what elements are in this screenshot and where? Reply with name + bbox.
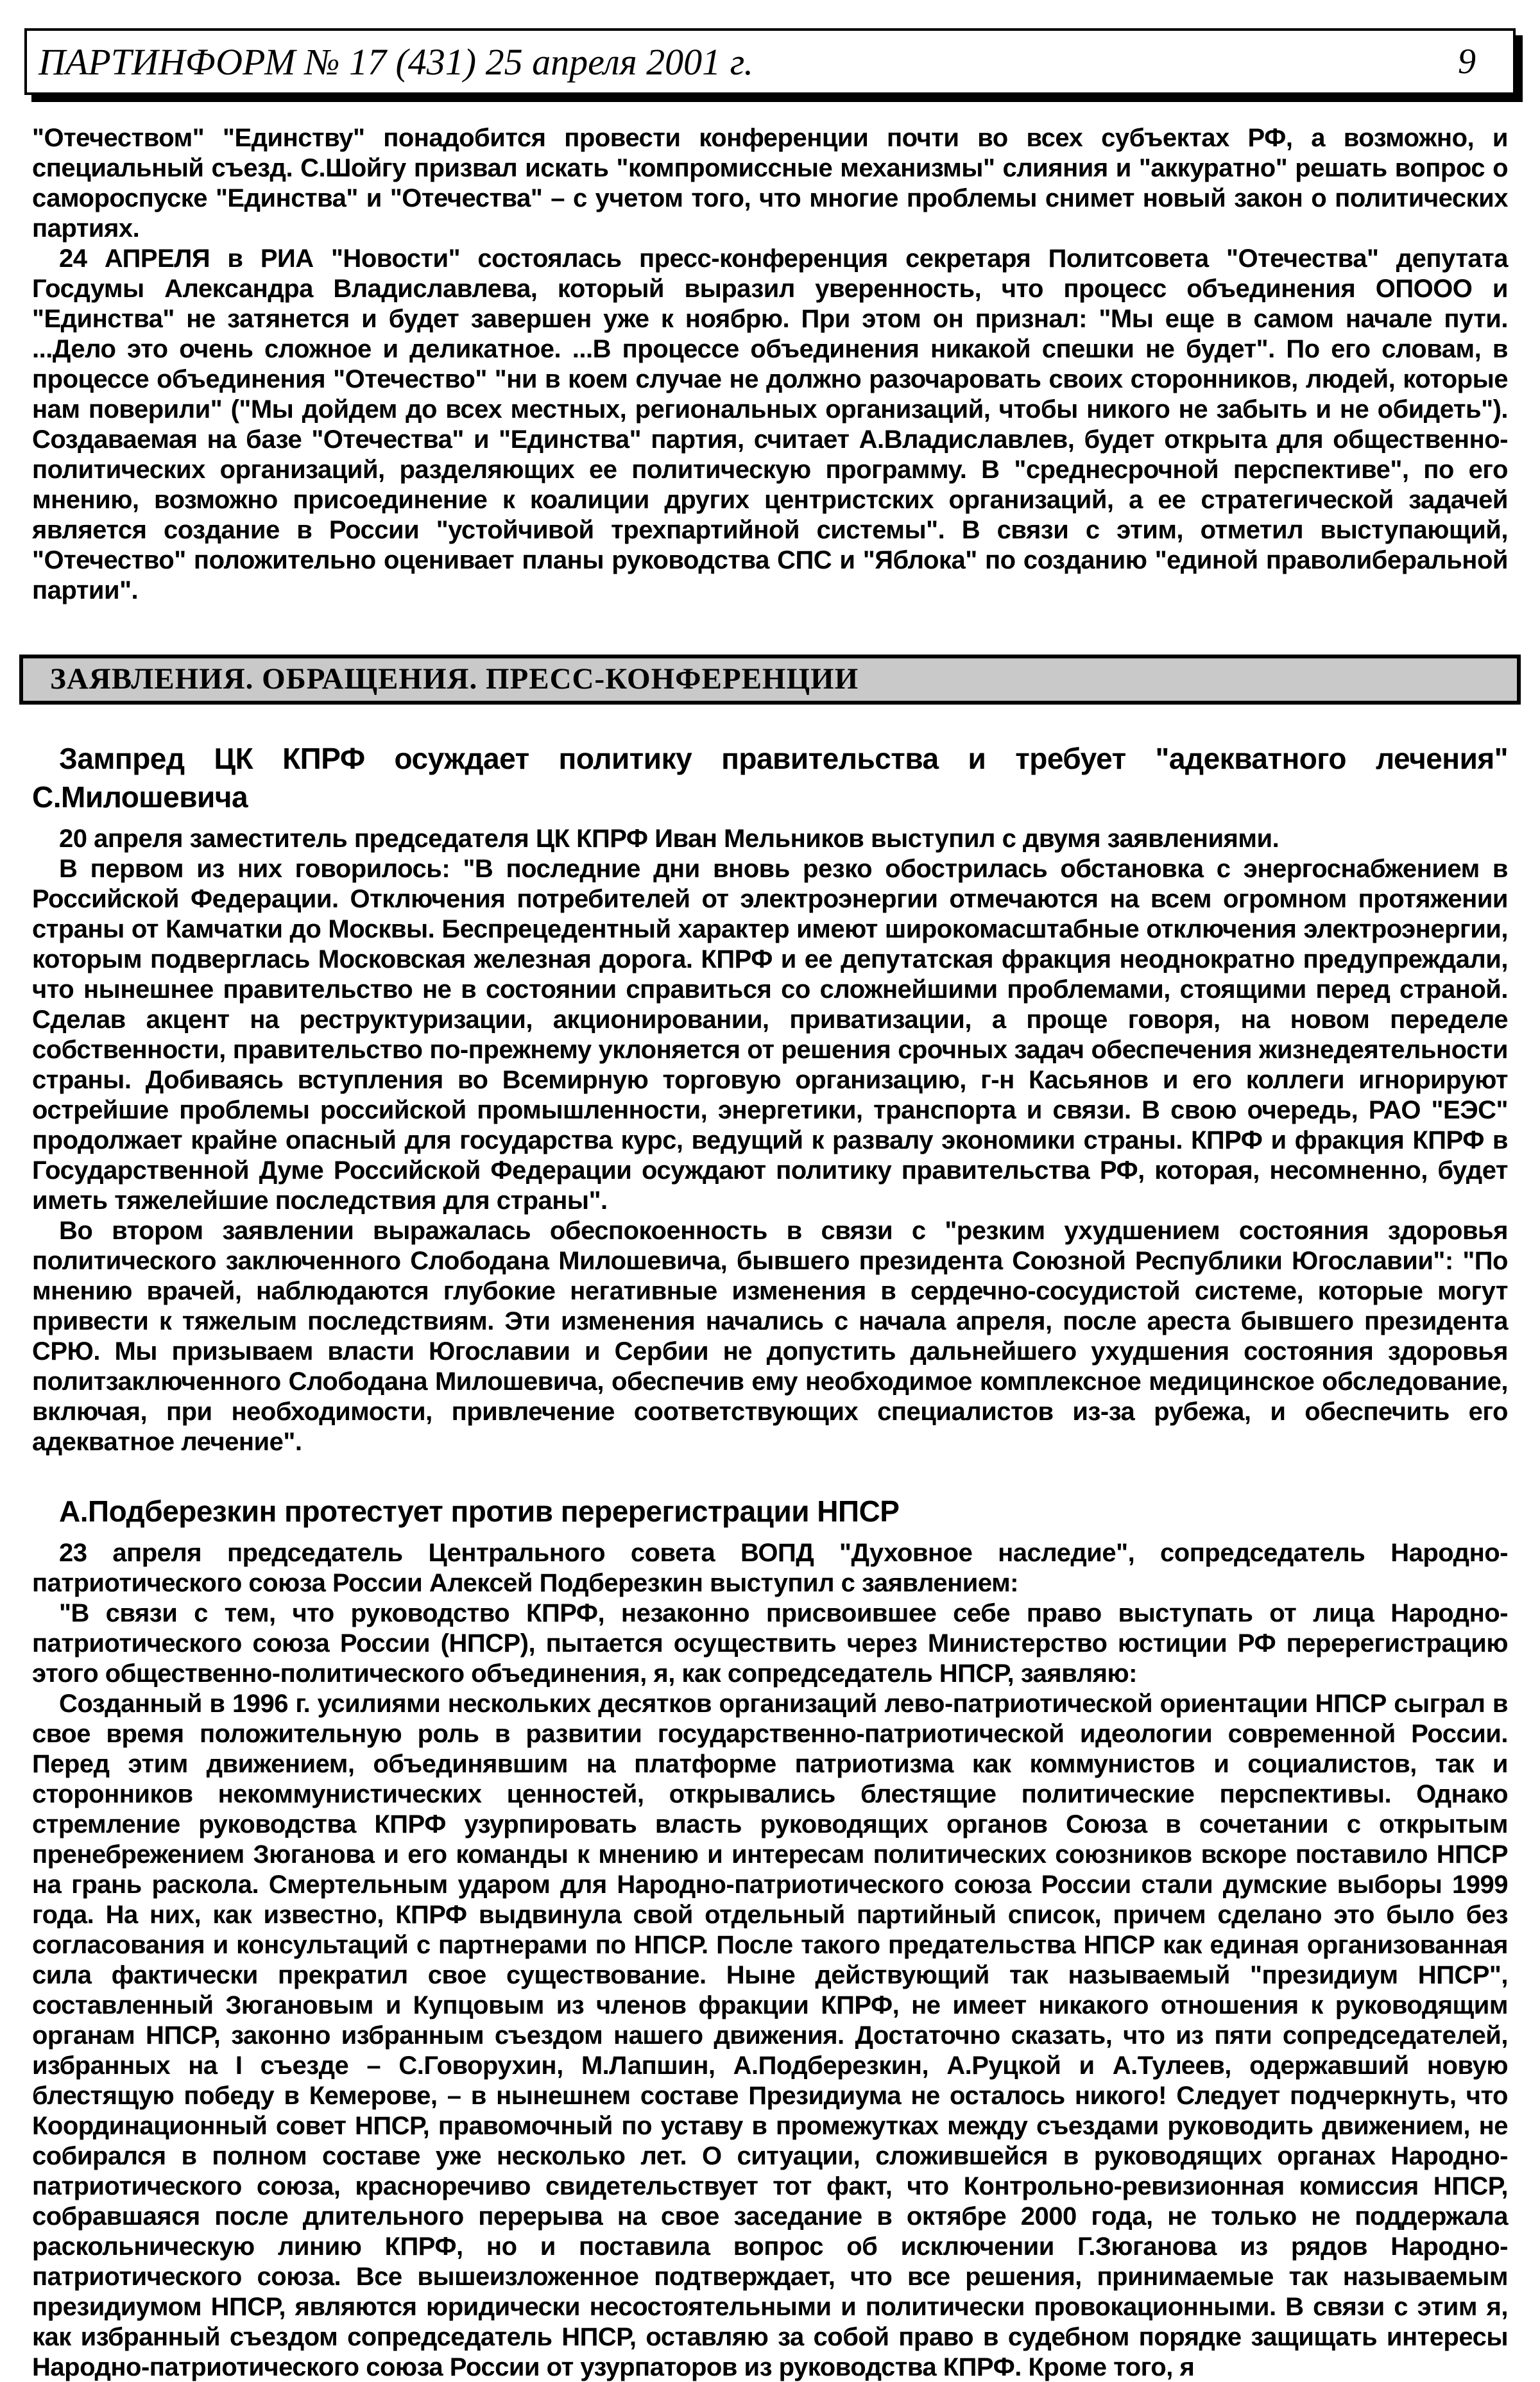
running-head: [24, 28, 1516, 95]
article-paragraph: 20 апреля заместитель председателя ЦК КПРФ Иван Мельников выступил с двумя заявлениями.: [59, 825, 1279, 853]
article-paragraph: Во втором заявлении выражалась обеспокоенность в связи с "резким ухудшением состояния здоровья политического заключенного Слободана Милошевича, бывшего президента Союзной Республики Югославии": "По мнению врачей, наблюдаются глубокие негативные изменения в сердечно-сосудистой системе, которые могут привести к тяжелым последствиям. Эти изменения начались с начала апреля, после ареста бывшего президента СРЮ. Мы призываем власти Югославии и Сербии не допустить дальнейшего ухудшения состояния здоровья политзаключенного Слободана Милошевича, обеспечив ему необходимое комплексное медицинское обследование, включая, при необходимости, привлечение соответствующих специалистов из-за рубежа, и обеспечить его адекватное лечение".: [32, 1217, 1508, 1456]
intro-paragraph-continuation: "Отечеством" "Единству" понадобится провести конференции почти во всех субъектах РФ, а возможно, и специальный съезд. С.Шойгу призвал искать "компромиссные механизмы" слияния и "аккуратно" решать вопрос о самороспуске "Единства" и "Отечества" – с учетом того, что многие проблемы снимет новый закон о политических партиях.: [32, 124, 1508, 243]
text-column: [32, 123, 1508, 2382]
intro-paragraph: 24 АПРЕЛЯ в РИА "Новости" состоялась пресс-конференция секретаря Политсовета "Отечества" депутата Госдумы Александра Владиславлева, который выразил уверенность, что процесс объединения ОПООО и "Единства" не затянется и будет завершен уже к ноябрю. При этом он признал: "Мы еще в самом начале пути. ...Дело это очень сложное и деликатное. ...В процессе объединения никакой спешки не будет". По его словам, в процессе объединения "Отечество" "ни в коем случае не должно разочаровать своих сторонников, людей, которые нам поверили" ("Мы дойдем до всех местных, региональных организаций, чтобы никого не забыть и не обидеть"). Создаваемая на базе "Отечества" и "Единства" партия, считает А.Владиславлев, будет открыта для общественно-политических организаций, разделяющих ее политическую программу. В "среднесрочной перспективе", по его мнению, возможно присоединение к коалиции других центристских организаций, а ее стратегической задачей является создание в России "устойчивой трехпартийной системы". В связи с этим, отметил выступающий, "Отечество" положительно оценивает планы руководства СПС и "Яблока" по созданию "единой праволиберальной партии".: [32, 244, 1508, 604]
article-paragraph: Созданный в 1996 г. усилиями нескольких десятков организаций лево-патриотической ориентации НПСР сыграл в свое время положительную роль в развитии государственно-патриотической идеологии современной России. Перед этим движением, объединявшим на платформе патриотизма как коммунистов и социалистов, так и сторонников некоммунистических ценностей, открывались блестящие политические перспективы. Однако стремление руководства КПРФ узурпировать власть руководящих органов Союза в сочетании с открытым пренебрежением Зюганова и его команды к мнению и интересам политических союзников вскоре поставило НПСР на грань раскола. Смертельным ударом для Народно-патриотического союза России стали думские выборы 1999 года. На них, как известно, КПРФ выдвинула свой отдельный партийный список, причем сделано это было без согласования и консультаций с партнерами по НПСР. После такого предательства НПСР как единая организованная сила фактически прекратил свое существование. Ныне действующий так называемый "президиум НПСР", составленный Зюгановым и Купцовым из членов фракции КПРФ, не имеет никакого отношения к руководящим органам НПСР, законно избранным съездом нашего движения. Достаточно сказать, что из пяти сопредседателей, избранных на I съезде – С.Говорухин, М.Лапшин, А.Подберезкин, А.Руцкой и А.Тулеев, одержавший новую блестящую победу в Кемерове, – в нынешнем составе Президиума не осталось никого! Следует подчеркнуть, что Координационный совет НПСР, правомочный по уставу в промежутках между съездами руководить движением, не собирался в полном составе уже несколько лет. О ситуации, сложившейся в руководящих органах Народно-патриотического союза, красноречиво свидетельствует тот факт, что Контрольно-ревизионная комиссия НПСР, собравшаяся после длительного перерыва на свое заседание в октябре 2000 года, не только не поддержала раскольническую линию КПРФ, но и поставила вопрос об исключении Г.Зюганова из рядов Народно-патриотического союза. Все вышеизложенное подтверждает, что все решения, принимаемые так называемым президиумом НПСР, являются юридически несостоятельными и политически провокационными. В связи с этим я, как избранный съездом сопредседатель НПСР, оставляю за собой право в судебном порядке защищать интересы Народно-патриотического союза России от узурпаторов из руководства КПРФ. Кроме того, я: [32, 1690, 1508, 2381]
article-paragraph: В первом из них говорилось: "В последние дни вновь резко обострилась обстановка с энергоснабжением в Российской Федерации. Отключения потребителей от электроэнергии отмечаются на всем огромном протяжении страны от Камчатки до Москвы. Беспрецедентный характер имеют широкомасштабные отключения электроэнергии, которым подверглась Московская железная дорога. КПРФ и ее депутатская фракция неоднократно предупреждали, что нынешнее правительство не в состоянии справиться со сложнейшими проблемами, стоящими перед страной. Сделав акцент на реструктуризации, акционировании, приватизации, а проще говоря, на новом переделе собственности, правительство по-прежнему уклоняется от решения срочных задач обеспечения жизнедеятельности страны. Добиваясь вступления во Всемирную торговую организацию, г-н Касьянов и его коллеги игнорируют острейшие проблемы российской промышленности, энергетики, транспорта и связи. В свою очередь, РАО "ЕЭС" продолжает крайне опасный для государства курс, ведущий к развалу экономики страны. КПРФ и фракция КПРФ в Государственной Думе Российской Федерации осуждают политику правительства РФ, которая, несомненно, будет иметь тяжелейшие последствия для страны".: [32, 855, 1508, 1215]
section-title: ЗАЯВЛЕНИЯ. ОБРАЩЕНИЯ. ПРЕСС-КОНФЕРЕНЦИИ: [50, 662, 859, 696]
article-paragraph: 23 апреля председатель Центрального совета ВОПД "Духовное наследие", сопредседатель Народно-патриотического союза России Алексей Подберезкин выступил с заявлением:: [32, 1539, 1508, 1597]
section-banner: [19, 655, 1521, 705]
article-title-podberezkin-protest: А.Подберезкин протестует против перерегистрации НПСР: [59, 1495, 900, 1528]
article-title-kprf-statement: Зампред ЦК КПРФ осуждает политику правительства и требует "адекватного лечения" С.Милошевича: [32, 742, 1508, 814]
journal-title: ПАРТИНФОРМ № 17 (431) 25 апреля 2001 г.: [38, 40, 754, 83]
article-paragraph: "В связи с тем, что руководство КПРФ, незаконно присвоившее себе право выступать от лица Народно-патриотического союза России (НПСР), пытается осуществить через Министерство юстиции РФ перерегистрацию этого общественно-политического объединения, я, как сопредседатель НПСР, заявляю:: [32, 1599, 1508, 1688]
page-number: 9: [1458, 42, 1476, 81]
